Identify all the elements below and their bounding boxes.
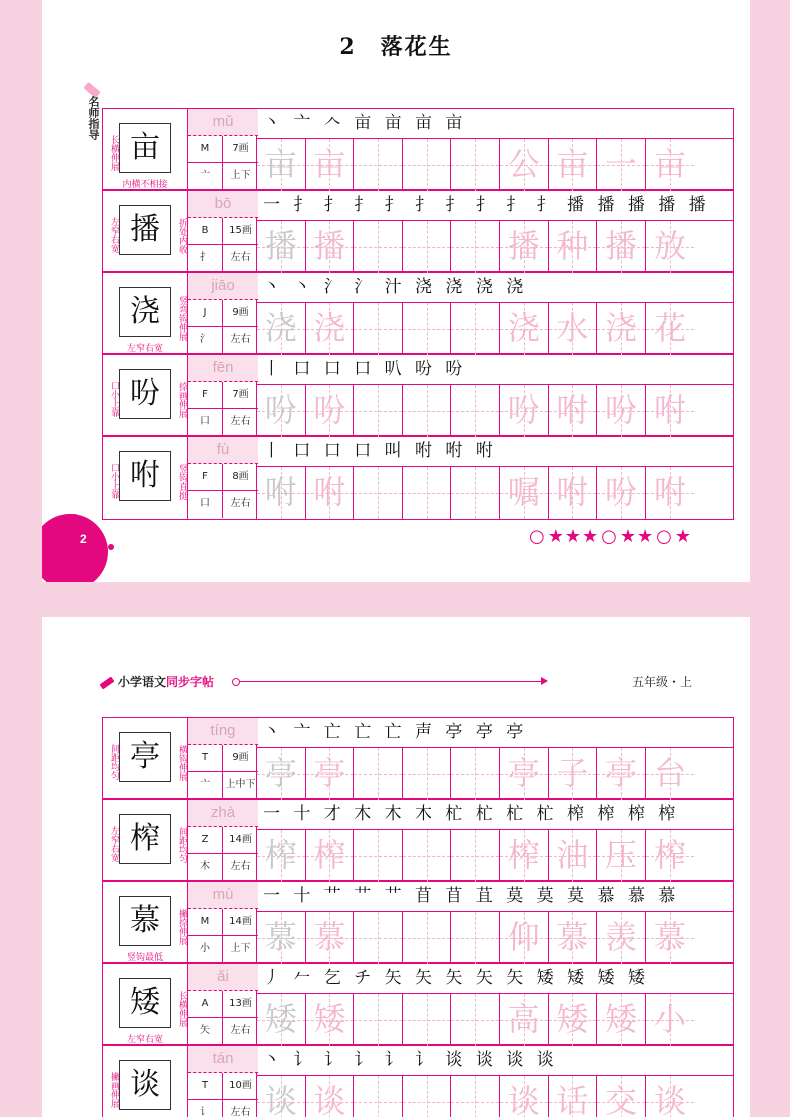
index-letter: F xyxy=(188,382,223,409)
practice-cell[interactable] xyxy=(257,912,306,964)
index-letter: M xyxy=(188,909,223,936)
stroke-count: 8画 xyxy=(223,464,258,491)
radical: 扌 xyxy=(188,245,223,272)
practice-cell[interactable] xyxy=(306,912,355,964)
stroke-count: 13画 xyxy=(223,991,258,1018)
series-title xyxy=(100,673,214,690)
practice-char: 播 xyxy=(264,227,297,265)
decor-dot xyxy=(108,544,114,550)
radical: 讠 xyxy=(188,1100,223,1117)
practice-cell[interactable] xyxy=(549,748,598,800)
practice-cell[interactable] xyxy=(354,139,403,191)
practice-cell[interactable] xyxy=(549,994,598,1046)
lesson-title: 2 落花生 xyxy=(339,34,453,60)
practice-char: 羡 xyxy=(604,918,637,956)
practice-cells xyxy=(257,748,733,800)
practice-cells xyxy=(257,467,733,519)
pinyin: mù xyxy=(188,882,258,909)
practice-char: 浇 xyxy=(264,309,297,347)
practice-char: 榨 xyxy=(654,836,687,874)
practice-cell[interactable] xyxy=(451,1076,500,1117)
practice-char: 亩 xyxy=(654,145,687,183)
practice-char: 交 xyxy=(604,1082,637,1117)
character-info xyxy=(187,273,257,355)
practice-cell[interactable] xyxy=(646,303,695,355)
practice-cell[interactable] xyxy=(257,139,306,191)
practice-cells xyxy=(257,912,733,964)
practice-cell[interactable] xyxy=(306,303,355,355)
radical: 口 xyxy=(188,409,223,436)
star-rating[interactable] xyxy=(529,526,694,547)
character-row xyxy=(103,882,733,964)
practice-cell[interactable] xyxy=(500,748,549,800)
practice-char: 咐 xyxy=(264,473,297,511)
practice-cell[interactable] xyxy=(306,139,355,191)
pinyin: fēn xyxy=(188,355,258,382)
stroke-order: 丶 亠 亡 亡 亡 声 亭 亭 亭 xyxy=(257,718,733,748)
practice-char: 榨 xyxy=(313,836,346,874)
structure: 左右 xyxy=(230,334,251,345)
practice-char: 播 xyxy=(507,227,540,265)
stroke-count: 7画 xyxy=(223,382,258,409)
hint-bottom: 左窄右宽 xyxy=(126,1035,163,1045)
structure: 左右 xyxy=(230,861,251,872)
practice-cell[interactable] xyxy=(403,830,452,882)
practice-cell[interactable] xyxy=(403,139,452,191)
practice-char: 矮 xyxy=(556,1000,589,1038)
practice-char: 咐 xyxy=(556,391,589,429)
decor-dot xyxy=(72,514,78,520)
practice-cell[interactable] xyxy=(500,139,549,191)
practice-cell[interactable] xyxy=(451,221,500,273)
practice-cell[interactable] xyxy=(549,139,598,191)
practice-cell[interactable] xyxy=(549,385,598,437)
practice-cell[interactable] xyxy=(306,830,355,882)
practice-cell[interactable] xyxy=(257,830,306,882)
practice-cell[interactable] xyxy=(354,748,403,800)
practice-char: 吩 xyxy=(507,391,540,429)
practice-char: 种 xyxy=(556,227,589,265)
character-row xyxy=(103,191,733,273)
stroke-count: 14画 xyxy=(223,827,258,854)
hint-right: 捺画伸展 xyxy=(177,382,187,418)
practice-char: 油 xyxy=(556,836,589,874)
model-character: 亩 xyxy=(119,123,171,173)
practice-cell[interactable] xyxy=(257,467,306,519)
pinyin: fù xyxy=(188,437,258,464)
practice-char: 慕 xyxy=(556,918,589,956)
practice-char: 亩 xyxy=(264,145,297,183)
practice-cell[interactable] xyxy=(500,912,549,964)
model-character: 慕 xyxy=(119,896,171,946)
practice-cell[interactable] xyxy=(403,912,452,964)
series-header xyxy=(100,673,692,693)
hint-right: 横钩伸展 xyxy=(177,745,187,781)
hint-bottom: 竖钩最低 xyxy=(126,953,163,963)
practice-char: 咐 xyxy=(654,391,687,429)
stroke-count: 9画 xyxy=(223,300,258,327)
structure: 上下 xyxy=(230,943,251,954)
practice-cell[interactable] xyxy=(257,994,306,1046)
practice-cell[interactable] xyxy=(500,830,549,882)
practice-cell[interactable] xyxy=(306,221,355,273)
practice-cell[interactable] xyxy=(354,994,403,1046)
practice-cell[interactable] xyxy=(403,303,452,355)
practice-cell[interactable] xyxy=(646,385,695,437)
practice-cell[interactable] xyxy=(354,467,403,519)
practice-cell[interactable] xyxy=(403,385,452,437)
practice-char: 矮 xyxy=(264,1000,297,1038)
index-letter: B xyxy=(188,218,223,245)
hint-left: 长横伸展 xyxy=(109,135,119,171)
character-info xyxy=(187,964,257,1046)
practice-cell[interactable] xyxy=(354,830,403,882)
character-grid xyxy=(102,108,734,520)
practice-cells xyxy=(257,221,733,273)
pinyin: zhà xyxy=(188,800,258,827)
practice-char: 水 xyxy=(556,309,589,347)
hint-right: 间距均匀 xyxy=(177,827,187,863)
practice-cell[interactable] xyxy=(257,748,306,800)
radical: 木 xyxy=(188,854,223,881)
practice-cells xyxy=(257,303,733,355)
practice-cell[interactable] xyxy=(257,303,306,355)
practice-char: 话 xyxy=(556,1082,589,1117)
character-row xyxy=(103,1046,733,1117)
pinyin: bō xyxy=(188,191,258,218)
practice-cell[interactable] xyxy=(646,467,695,519)
character-info xyxy=(187,800,257,882)
stroke-order: 一 十 艹 艹 艹 苜 苜 苴 莫 莫 莫 慕 慕 慕 xyxy=(257,882,733,912)
rating-circle[interactable]: ○ xyxy=(656,526,673,547)
practice-cell[interactable] xyxy=(451,748,500,800)
practice-cell[interactable] xyxy=(500,994,549,1046)
hint-left: 左窄右宽 xyxy=(109,217,119,253)
practice-cell[interactable] xyxy=(451,994,500,1046)
practice-char: 播 xyxy=(313,227,346,265)
practice-cell[interactable] xyxy=(646,221,695,273)
practice-cell[interactable] xyxy=(549,912,598,964)
radical: 亠 xyxy=(188,163,223,190)
hint-right: 长横伸展 xyxy=(177,991,187,1027)
practice-char: 高 xyxy=(507,1000,540,1038)
practice-char: 亭 xyxy=(313,754,346,792)
practice-cell[interactable] xyxy=(597,912,646,964)
hint-right: 竖弯钩伸展 xyxy=(177,295,187,341)
practice-cell[interactable] xyxy=(257,1076,306,1117)
character-row xyxy=(103,964,733,1046)
rating-circle[interactable]: ○ xyxy=(529,526,546,547)
practice-cell[interactable] xyxy=(646,830,695,882)
practice-cell[interactable] xyxy=(451,830,500,882)
structure: 左右 xyxy=(230,1107,251,1117)
practice-cell[interactable] xyxy=(403,467,452,519)
character-info xyxy=(187,355,257,437)
practice-char: 咐 xyxy=(654,473,687,511)
hint-left: 间距均匀 xyxy=(109,744,119,780)
page-number-badge xyxy=(42,514,108,582)
model-character: 亭 xyxy=(119,732,171,782)
practice-cell[interactable] xyxy=(451,385,500,437)
practice-cell[interactable] xyxy=(549,303,598,355)
stroke-count: 15画 xyxy=(223,218,258,245)
practice-cells xyxy=(257,139,733,191)
character-grid xyxy=(102,717,734,1117)
model-character: 浇 xyxy=(119,287,171,337)
practice-char: 台 xyxy=(654,754,687,792)
practice-char: 矮 xyxy=(604,1000,637,1038)
practice-char: 亩 xyxy=(313,145,346,183)
rating-stars[interactable]: ★★ xyxy=(619,526,655,547)
practice-char: 公 xyxy=(507,145,540,183)
practice-char: 子 xyxy=(556,754,589,792)
pinyin: tán xyxy=(188,1046,258,1073)
model-character: 榨 xyxy=(119,814,171,864)
practice-char: 压 xyxy=(604,836,637,874)
stroke-order: 丶 丶 氵 氵 汁 浇 浇 浇 浇 xyxy=(257,273,733,303)
practice-cell[interactable] xyxy=(597,221,646,273)
hint-left: 左窄右宽 xyxy=(109,826,119,862)
stroke-order: 丿 𠂉 乞 チ 矢 矢 矢 矢 矢 矮 矮 矮 矮 xyxy=(257,964,733,994)
practice-char: 亭 xyxy=(507,754,540,792)
practice-cell[interactable] xyxy=(403,748,452,800)
practice-cell[interactable] xyxy=(500,221,549,273)
practice-char: 浇 xyxy=(313,309,346,347)
hint-right: 竖钩直挺 xyxy=(177,464,187,500)
practice-char: 慕 xyxy=(654,918,687,956)
stroke-order: 一 十 才 木 木 木 杧 杧 杧 杧 榨 榨 榨 榨 xyxy=(257,800,733,830)
practice-cell[interactable] xyxy=(597,994,646,1046)
practice-char: 小 xyxy=(654,1000,687,1038)
structure: 左右 xyxy=(230,416,251,427)
practice-char: 花 xyxy=(654,309,687,347)
practice-char: 慕 xyxy=(264,918,297,956)
character-row xyxy=(103,273,733,355)
practice-cell[interactable] xyxy=(257,385,306,437)
stroke-count: 10画 xyxy=(223,1073,258,1100)
radical: 矢 xyxy=(188,1018,223,1045)
hint-right xyxy=(171,1046,187,1117)
practice-cells xyxy=(257,1076,733,1117)
model-character: 咐 xyxy=(119,451,171,501)
practice-char: 吩 xyxy=(264,391,297,429)
practice-char: 谈 xyxy=(313,1082,346,1117)
pen-icon xyxy=(100,676,115,689)
practice-char: 浇 xyxy=(507,309,540,347)
practice-cell[interactable] xyxy=(354,221,403,273)
practice-char: 嘱 xyxy=(507,473,540,511)
practice-cell[interactable] xyxy=(646,139,695,191)
stroke-order: 丶 亠 𠆢 亩 亩 亩 亩 xyxy=(257,109,733,139)
practice-char: 亭 xyxy=(604,754,637,792)
model-character: 吩 xyxy=(119,369,171,419)
practice-char: 吩 xyxy=(604,391,637,429)
character-row xyxy=(103,718,733,800)
practice-char: 浇 xyxy=(604,309,637,347)
stroke-count: 9画 xyxy=(223,745,258,772)
practice-cell[interactable] xyxy=(597,748,646,800)
practice-cell[interactable] xyxy=(306,1076,355,1117)
radical: 口 xyxy=(188,491,223,518)
character-info xyxy=(187,882,257,964)
series-title-accent: 同步字帖 xyxy=(166,675,215,689)
series-title-main: 小学语文 xyxy=(118,675,167,689)
practice-cell[interactable] xyxy=(500,1076,549,1117)
index-letter: A xyxy=(188,991,223,1018)
hint-left: 口小上靠 xyxy=(109,463,119,499)
practice-char: 亩 xyxy=(556,145,589,183)
rating-circle[interactable]: ○ xyxy=(601,526,618,547)
practice-cell[interactable] xyxy=(597,139,646,191)
practice-cell[interactable] xyxy=(549,467,598,519)
guide-label: 名师指导 xyxy=(87,96,100,140)
practice-char: 播 xyxy=(604,227,637,265)
stroke-order: 一 扌 扌 扌 扌 扌 扌 扌 扌 扌 播 播 播 播 播 xyxy=(257,191,733,221)
practice-char: 谈 xyxy=(654,1082,687,1117)
practice-cell[interactable] xyxy=(646,994,695,1046)
practice-cell[interactable] xyxy=(597,467,646,519)
stroke-order: 丨 口 口 口 叭 吩 吩 xyxy=(257,355,733,385)
practice-cell[interactable] xyxy=(646,912,695,964)
practice-cell[interactable] xyxy=(257,221,306,273)
model-character: 谈 xyxy=(119,1060,171,1110)
character-info xyxy=(187,109,257,191)
practice-cell[interactable] xyxy=(500,303,549,355)
model-character: 播 xyxy=(119,205,171,255)
practice-cell[interactable] xyxy=(451,303,500,355)
stroke-count: 14画 xyxy=(223,909,258,936)
practice-cell[interactable] xyxy=(451,467,500,519)
radical: 小 xyxy=(188,936,223,963)
practice-char: 谈 xyxy=(264,1082,297,1117)
practice-cell[interactable] xyxy=(306,994,355,1046)
practice-char: 榨 xyxy=(507,836,540,874)
practice-cell[interactable] xyxy=(500,467,549,519)
stroke-count: 7画 xyxy=(223,136,258,163)
practice-char: 吩 xyxy=(604,473,637,511)
structure: 左右 xyxy=(230,252,251,263)
practice-cells xyxy=(257,385,733,437)
practice-char: 放 xyxy=(654,227,687,265)
practice-char: 亭 xyxy=(264,754,297,792)
hint-left: 撇画伸展 xyxy=(109,1072,119,1108)
structure: 左右 xyxy=(230,1025,251,1036)
practice-cell[interactable] xyxy=(451,912,500,964)
practice-char: 仰 xyxy=(507,918,540,956)
practice-cell[interactable] xyxy=(597,385,646,437)
practice-cell[interactable] xyxy=(597,303,646,355)
character-row xyxy=(103,355,733,437)
page-number: 2 xyxy=(80,532,87,546)
index-letter: T xyxy=(188,745,223,772)
practice-cell[interactable] xyxy=(354,303,403,355)
radical: 亠 xyxy=(188,772,223,799)
hint-right: 撇捺伸展 xyxy=(177,909,187,945)
practice-cell[interactable] xyxy=(597,1076,646,1117)
pinyin: tíng xyxy=(188,718,258,745)
stroke-order: 丶 讠 讠 讠 讠 讠 谈 谈 谈 谈 xyxy=(257,1046,733,1076)
practice-cell[interactable] xyxy=(549,221,598,273)
practice-cell[interactable] xyxy=(646,748,695,800)
hint-left: 口小上靠 xyxy=(109,381,119,417)
practice-cell[interactable] xyxy=(403,994,452,1046)
practice-cell[interactable] xyxy=(500,385,549,437)
practice-cell[interactable] xyxy=(306,467,355,519)
pinyin: jiāo xyxy=(188,273,258,300)
hint-bottom: 左窄右宽 xyxy=(126,344,163,354)
practice-char: 榨 xyxy=(264,836,297,874)
practice-cell[interactable] xyxy=(354,1076,403,1117)
radical: 氵 xyxy=(188,327,223,354)
practice-char: 慕 xyxy=(313,918,346,956)
practice-char: 咐 xyxy=(313,473,346,511)
practice-cell[interactable] xyxy=(403,221,452,273)
index-letter: M xyxy=(188,136,223,163)
practice-char: 矮 xyxy=(313,1000,346,1038)
practice-cell[interactable] xyxy=(549,830,598,882)
worksheet-page-2 xyxy=(42,617,750,1117)
structure: 左右 xyxy=(230,498,251,509)
practice-cell[interactable] xyxy=(549,1076,598,1117)
hint-right: 折处内收 xyxy=(177,218,187,254)
character-info xyxy=(187,1046,257,1117)
pinyin: mǔ xyxy=(188,109,258,136)
header-arrow-line xyxy=(236,681,542,682)
practice-cell[interactable] xyxy=(403,1076,452,1117)
worksheet-page-1 xyxy=(42,0,750,582)
practice-cell[interactable] xyxy=(597,830,646,882)
hint-bottom: 内横不相接 xyxy=(122,180,168,190)
practice-char: 谈 xyxy=(507,1082,540,1117)
practice-char: 吩 xyxy=(313,391,346,429)
pinyin: ǎi xyxy=(188,964,258,991)
practice-cells xyxy=(257,994,733,1046)
stroke-order: 丨 口 口 口 叫 咐 咐 咐 xyxy=(257,437,733,467)
practice-cell[interactable] xyxy=(646,1076,695,1117)
practice-cell[interactable] xyxy=(451,139,500,191)
practice-cell[interactable] xyxy=(306,748,355,800)
character-row xyxy=(103,437,733,519)
practice-cells xyxy=(257,830,733,882)
practice-cell[interactable] xyxy=(354,912,403,964)
practice-char: 一 xyxy=(604,145,637,183)
character-info xyxy=(187,718,257,800)
model-character: 矮 xyxy=(119,978,171,1028)
rating-stars[interactable]: ★★★ xyxy=(547,526,600,547)
character-row xyxy=(103,109,733,191)
rating-stars[interactable]: ★ xyxy=(674,526,692,547)
grade-label: 五年级・上 xyxy=(631,675,692,689)
index-letter: Z xyxy=(188,827,223,854)
practice-cell[interactable] xyxy=(306,385,355,437)
character-info xyxy=(187,437,257,519)
practice-cell[interactable] xyxy=(354,385,403,437)
character-info xyxy=(187,191,257,273)
practice-char: 咐 xyxy=(556,473,589,511)
structure: 上中下 xyxy=(225,779,256,790)
structure: 上下 xyxy=(230,170,251,181)
index-letter: T xyxy=(188,1073,223,1100)
index-letter: F xyxy=(188,464,223,491)
index-letter: J xyxy=(188,300,223,327)
character-row xyxy=(103,800,733,882)
